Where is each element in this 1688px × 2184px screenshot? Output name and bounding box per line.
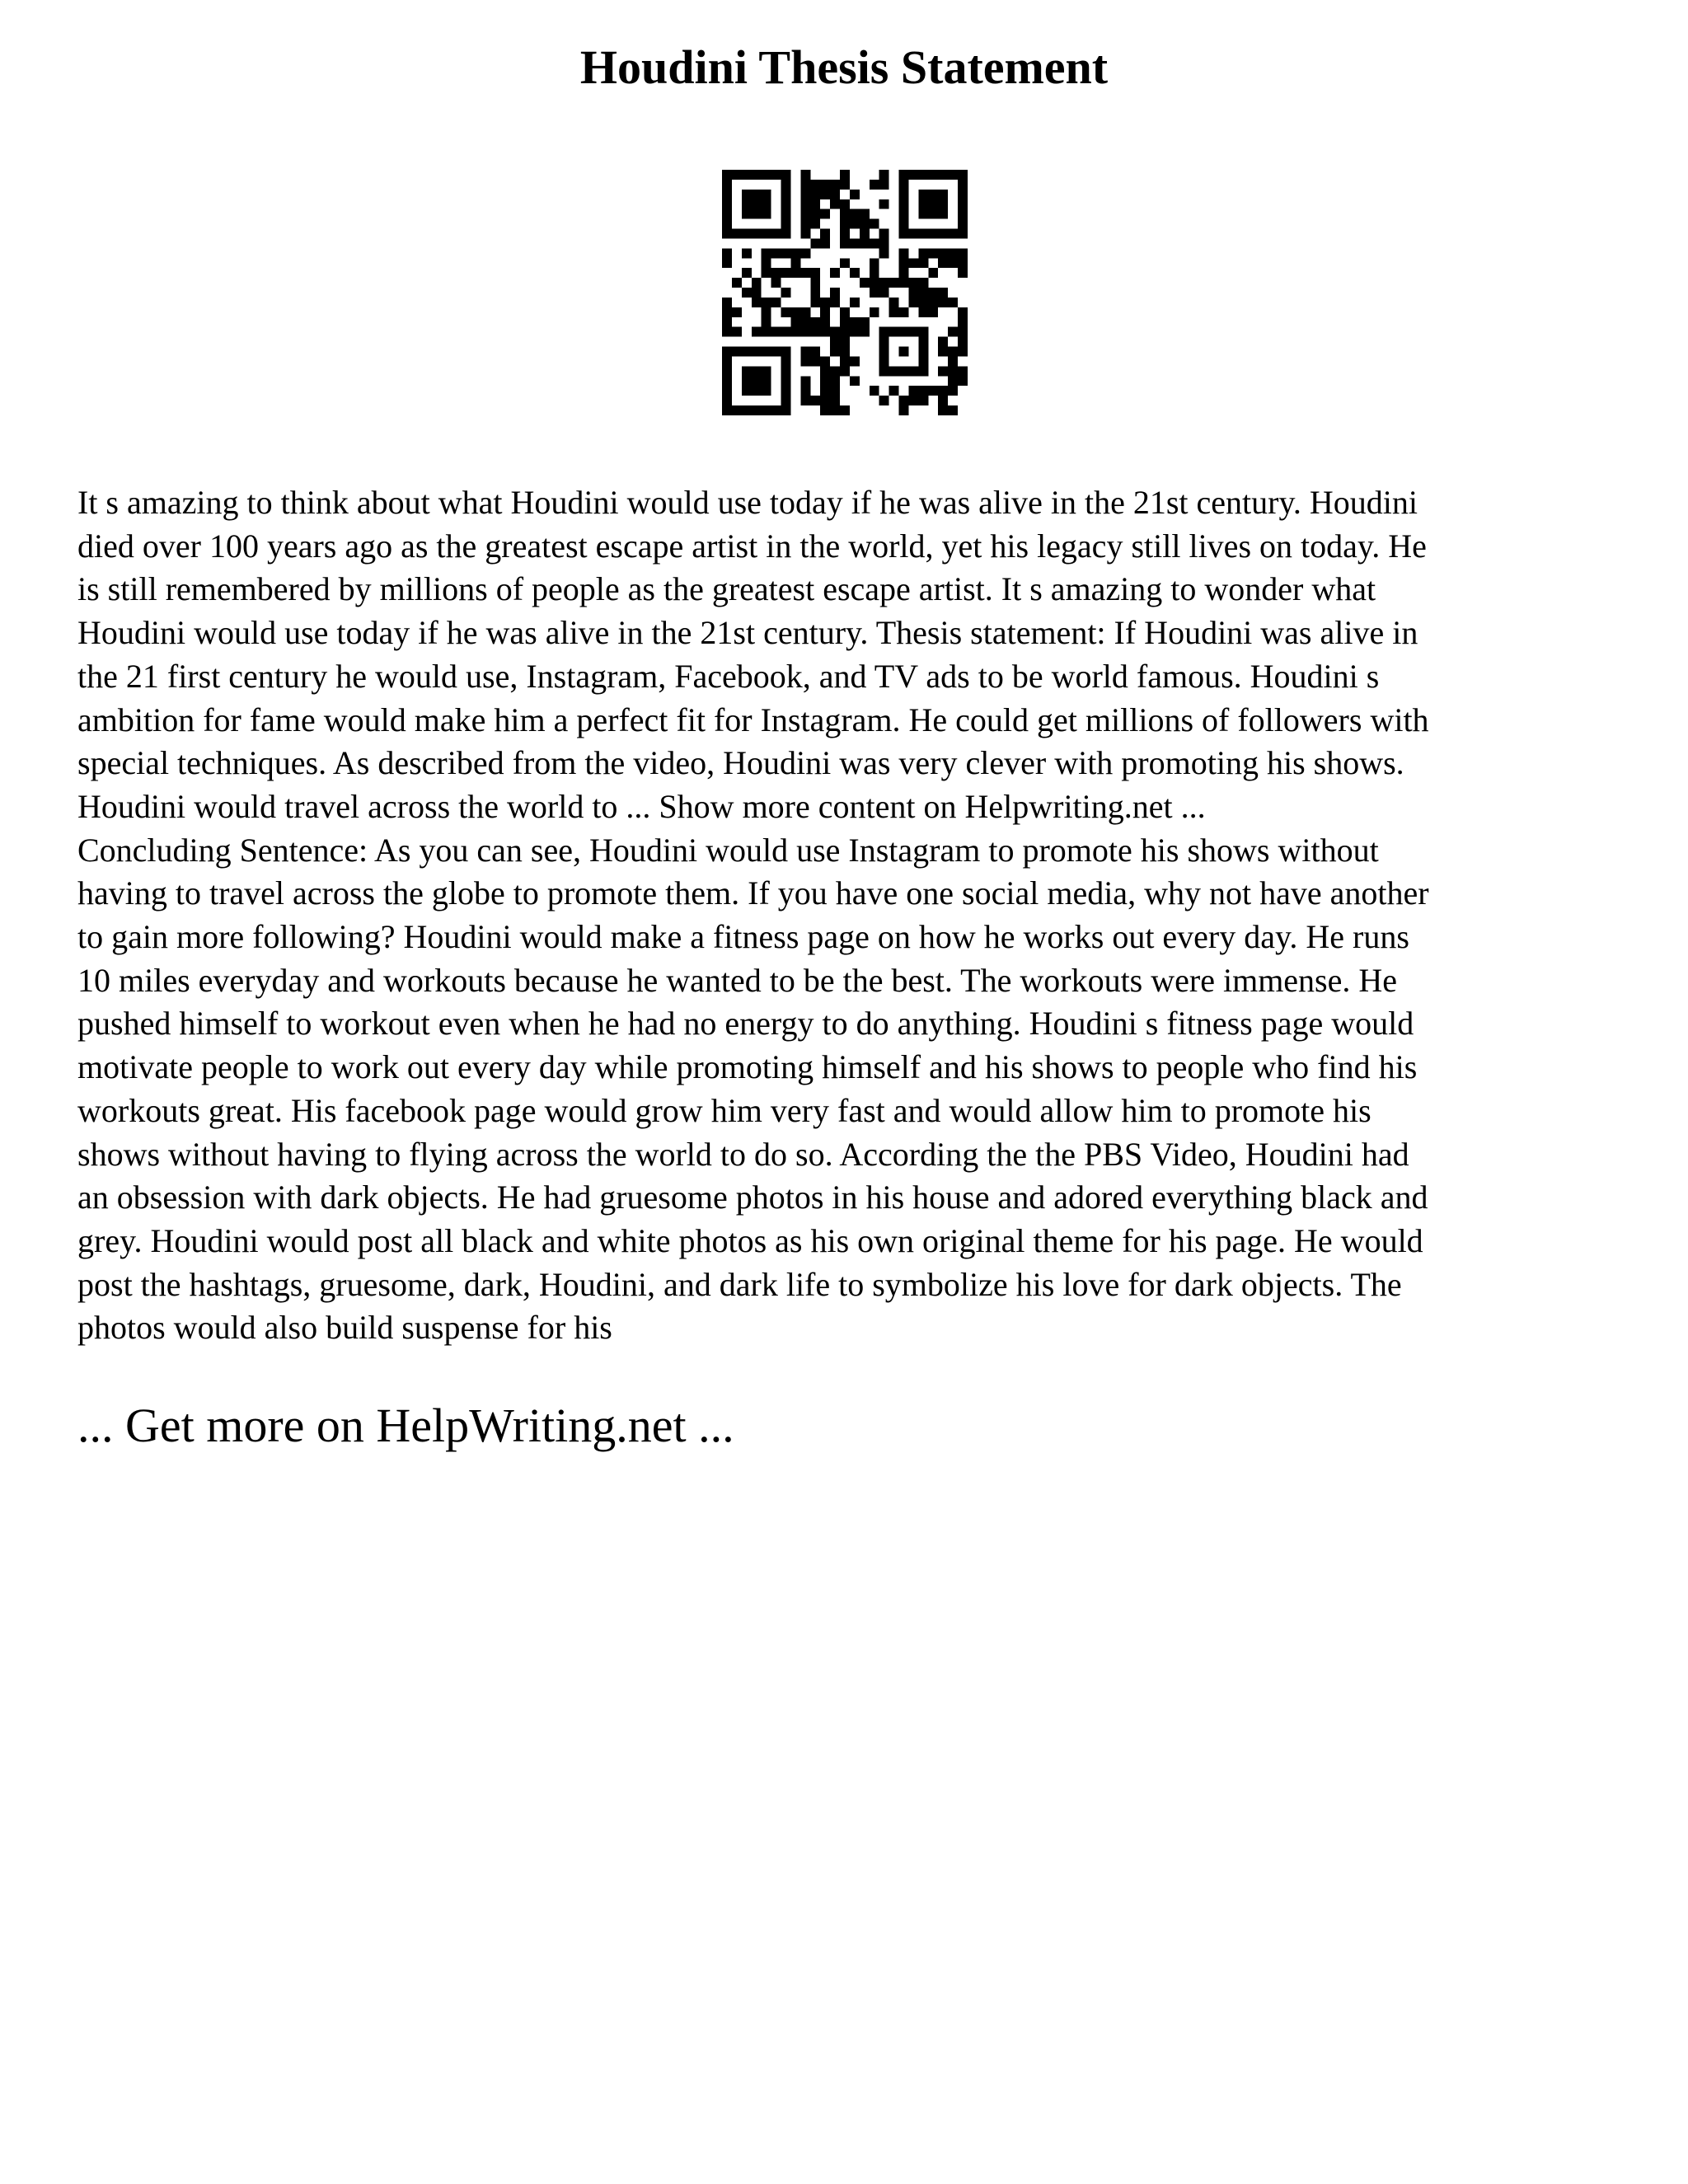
body-line: is still remembered by millions of people as the greatest escape artist. It s amazing to wonder what <box>77 570 1376 608</box>
body-line: the 21 first century he would use, Instagram, Facebook, and TV ads to be world famous. Houdini s <box>77 657 1380 695</box>
body-line: having to travel across the globe to promote them. If you have one social media, why not have another <box>77 874 1429 912</box>
body-line: Houdini would use today if he was alive in the 21st century. Thesis statement: If Houdini was alive in <box>77 614 1418 652</box>
body-line: workouts great. His facebook page would grow him very fast and would allow him to promote his <box>77 1091 1372 1129</box>
body-line[interactable]: Houdini would travel across the world to ... Show more content on Helpwriting.net ... <box>77 787 1206 825</box>
body-line: Concluding Sentence: As you can see, Houdini would use Instagram to promote his shows without <box>77 831 1379 869</box>
body-line: ambition for fame would make him a perfect fit for Instagram. He could get millions of followers with <box>77 701 1429 738</box>
body-line: It s amazing to think about what Houdini would use today if he was alive in the 21st century. Houdini <box>77 484 1418 521</box>
body-line: shows without having to flying across the world to do so. According the the PBS Video, Houdini had <box>77 1135 1409 1173</box>
get-more-link[interactable]: ... Get more on HelpWriting.net ... <box>77 1399 734 1452</box>
body-paragraph <box>77 481 1612 1350</box>
body-line: motivate people to work out every day while promoting himself and his shows to people who find his <box>77 1048 1418 1086</box>
body-line: post the hashtags, gruesome, dark, Houdini, and dark life to symbolize his love for dark objects. The <box>77 1265 1402 1303</box>
body-line: grey. Houdini would post all black and white photos as his own original theme for his page. He would <box>77 1221 1423 1259</box>
body-line: died over 100 years ago as the greatest escape artist in the world, yet his legacy still lives on today. He <box>77 527 1427 565</box>
body-line: 10 miles everyday and workouts because he wanted to be the best. The workouts were immense. He <box>77 961 1398 999</box>
body-line: an obsession with dark objects. He had gruesome photos in his house and adored everything black and <box>77 1179 1428 1216</box>
body-line: special techniques. As described from the video, Houdini was very clever with promoting his shows. <box>77 744 1404 782</box>
body-line: to gain more following? Houdini would make a fitness page on how he works out every day. He runs <box>77 918 1409 956</box>
body-line: pushed himself to workout even when he had no energy to do anything. Houdini s fitness page would <box>77 1005 1414 1043</box>
qr-code-icon <box>722 170 968 415</box>
body-line: photos would also build suspense for his <box>77 1309 612 1347</box>
page-title: Houdini Thesis Statement <box>579 40 1109 94</box>
